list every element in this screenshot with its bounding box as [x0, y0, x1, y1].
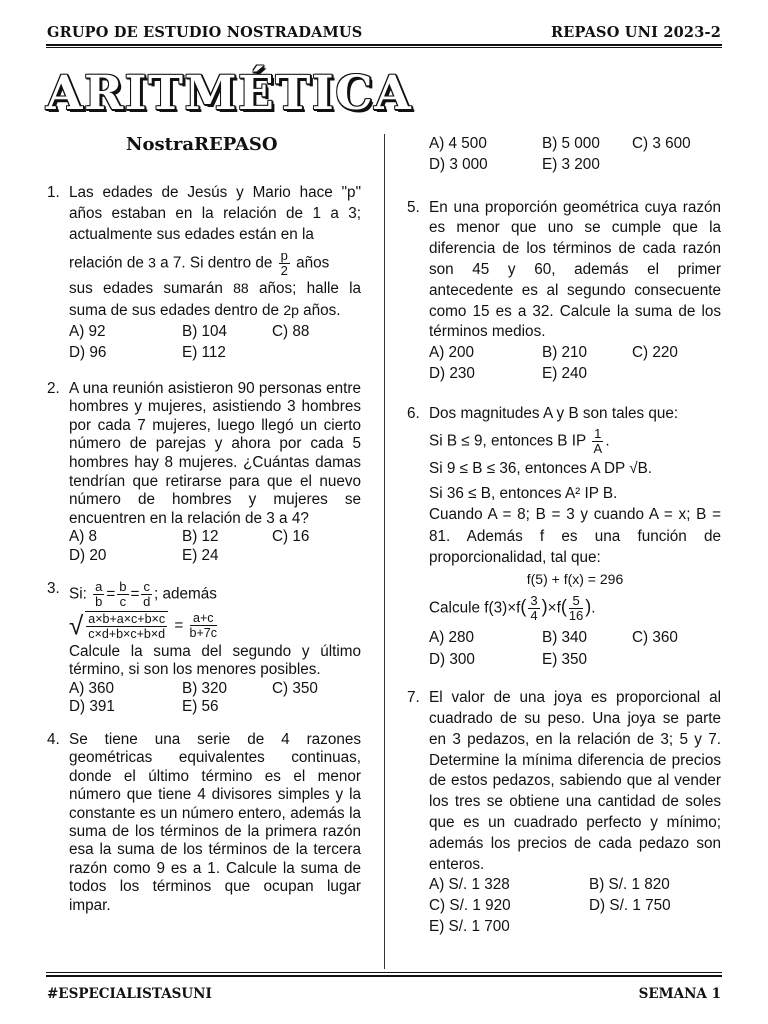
question-number: 5. [407, 198, 420, 216]
question-number: 4. [47, 730, 60, 748]
question-number: 7. [407, 689, 420, 707]
option-c[interactable]: C) 220 [632, 344, 678, 362]
question-text: Las edades de Jesús y Mario hace "p" años estaban en la relación de 1 a 3; actualmente sus edades están en la relación de 3 a 7. Si dentro de $\frac{p}{2}$ años sus edades sumarán 88 años; halle la suma de sus edades dentro de 2p años. [69, 184, 361, 320]
question-5 [407, 198, 721, 385]
option-d[interactable]: D) 20 [69, 546, 107, 564]
header-rule-thin [46, 47, 722, 48]
option-b[interactable]: B) 210 [542, 344, 588, 362]
question-number: 2. [47, 379, 60, 397]
question-text: En una proporción geométrica cuya razón es menor que uno se cumple que la diferencia de los términos de cada razón son 45 y 60, además el primer antecedente es al segundo consecuente como 15 es a 32. Calcule la suma de los términos medios. [429, 198, 721, 341]
option-d[interactable]: D) 391 [69, 698, 115, 716]
answer-options [429, 875, 721, 937]
option-a[interactable]: A) 360 [69, 679, 115, 697]
question-7 [407, 688, 721, 938]
formula-radical: √ $\frac{a\times b+a\times c+b\times c}{c\times d+b\times c+b\times d}$ = $\frac{a+c}{b+7c}$ [69, 610, 217, 641]
option-d[interactable]: D) 300 [429, 650, 475, 668]
answer-options [429, 343, 721, 385]
column-divider [384, 134, 385, 969]
answer-options [429, 627, 721, 670]
option-e[interactable]: E) 350 [542, 650, 588, 668]
option-d[interactable]: D) S/. 1 750 [589, 897, 671, 915]
option-e[interactable]: E) 56 [182, 698, 219, 716]
option-b[interactable]: B) 104 [182, 322, 228, 340]
question-4-options [407, 134, 721, 176]
option-a[interactable]: A) 8 [69, 528, 98, 546]
option-d[interactable]: D) 230 [429, 364, 475, 382]
option-d[interactable]: D) 3 000 [429, 155, 488, 173]
option-a[interactable]: A) 200 [429, 344, 475, 362]
answer-options [69, 528, 361, 565]
question-3 [47, 580, 361, 717]
footer-rule-thin [46, 972, 722, 973]
question-6 [407, 403, 721, 671]
section-subtitle: NostraREPASO [126, 134, 278, 155]
option-e[interactable]: E) S/. 1 700 [429, 918, 510, 936]
option-e[interactable]: E) 112 [182, 343, 226, 361]
option-a[interactable]: A) 280 [429, 629, 475, 647]
question-text: Se tiene una serie de 4 razones geométricas equivalentes continuas, donde el último término es el menor número que tiene 4 divisores simples y la constante es un número entero, además la suma de los términos de la primera razón esa la suma de los términos de la tercera razón como 9 es a 1. Calcule la suma de todos los términos que ocupan lugar impar. [69, 730, 361, 914]
option-c[interactable]: C) 350 [272, 679, 318, 697]
question-2 [47, 380, 361, 566]
question-4 [47, 731, 361, 915]
question-text: Calcule la suma del segundo y último término, si son los menores posibles. [69, 642, 361, 679]
formula-ratios: Si: $\frac{a}{b}$ = $\frac{b}{c}$ = $\frac{c}{d}$ ; además [69, 578, 217, 609]
footer-right: SEMANA 1 [638, 986, 721, 1002]
option-b[interactable]: B) 340 [542, 629, 588, 647]
answer-options [69, 322, 361, 364]
question-number: 3. [47, 579, 60, 597]
fraction: $\frac{p}{2}$ [280, 248, 288, 279]
option-e[interactable]: E) 24 [182, 546, 219, 564]
option-c[interactable]: C) 360 [632, 629, 678, 647]
option-b[interactable]: B) 320 [182, 679, 228, 697]
footer-left: #ESPECIALISTASUNI [47, 986, 212, 1002]
option-a[interactable]: A) 92 [69, 322, 106, 340]
option-a[interactable]: A) S/. 1 328 [429, 876, 510, 894]
option-c[interactable]: C) 3 600 [632, 135, 691, 152]
header-right: REPASO UNI 2023-2 [551, 24, 721, 41]
option-e[interactable]: E) 240 [542, 364, 588, 382]
question-text: A una reunión asistieron 90 personas entre hombres y mujeres, asistiendo 3 hombres por cada 7 mujeres, luego llegó un cierto número de parejas y ahora por cada 5 hombres hay 8 mujeres. ¿Cuántas damas tendrían que retirarse para que el nuevo número de hombres y mujeres se encuentren en la relación de 3 a 4? [69, 379, 361, 527]
option-d[interactable]: D) 96 [69, 343, 107, 361]
option-c[interactable]: C) S/. 1 920 [429, 897, 511, 915]
header-rule [46, 44, 722, 46]
question-text: Dos magnitudes A y B son tales que: Si B ≤ 9, entonces B IP $\frac{1}{A}$ . Si 9 ≤ B ≤ 36, entonces A DP √B. Si 36 ≤ B, entonces A² IP B. Cuando A = 8; B = 3 y cuando A = x; B = 81. Además f es una función de proporcionalidad, tal que: f(5) + f(x) = 296 Calcule f(3)×f( $\frac{3}{4}$ )×f( $\frac{5}{16}$ ). [429, 404, 721, 624]
option-c[interactable]: C) 88 [272, 322, 310, 340]
header-left: GRUPO DE ESTUDIO NOSTRADAMUS [47, 24, 363, 41]
page-title: ARITMÉTICA [46, 66, 413, 121]
option-a[interactable]: A) 4 500 [429, 135, 487, 152]
option-b[interactable]: B) S/. 1 820 [589, 876, 670, 894]
option-b[interactable]: B) 5 000 [542, 135, 600, 152]
answer-options [69, 680, 361, 717]
footer-rule [46, 975, 722, 977]
question-number: 1. [47, 184, 60, 201]
option-c[interactable]: C) 16 [272, 528, 310, 546]
option-b[interactable]: B) 12 [182, 528, 219, 546]
question-text: El valor de una joya es proporcional al cuadrado de su peso. Una joya se parte en 3 pedazos, en la relación de 3; 5 y 7. Determine la mínima diferencia de precios de estos pedazos, sabiendo que al vender los tres se obtiene una cantidad de soles que es un cuadrado perfecto y mínimo; además los precios de cada pedazo son enteros. [429, 689, 721, 873]
option-e[interactable]: E) 3 200 [542, 155, 600, 173]
question-1 [47, 183, 361, 364]
question-number: 6. [407, 404, 420, 422]
